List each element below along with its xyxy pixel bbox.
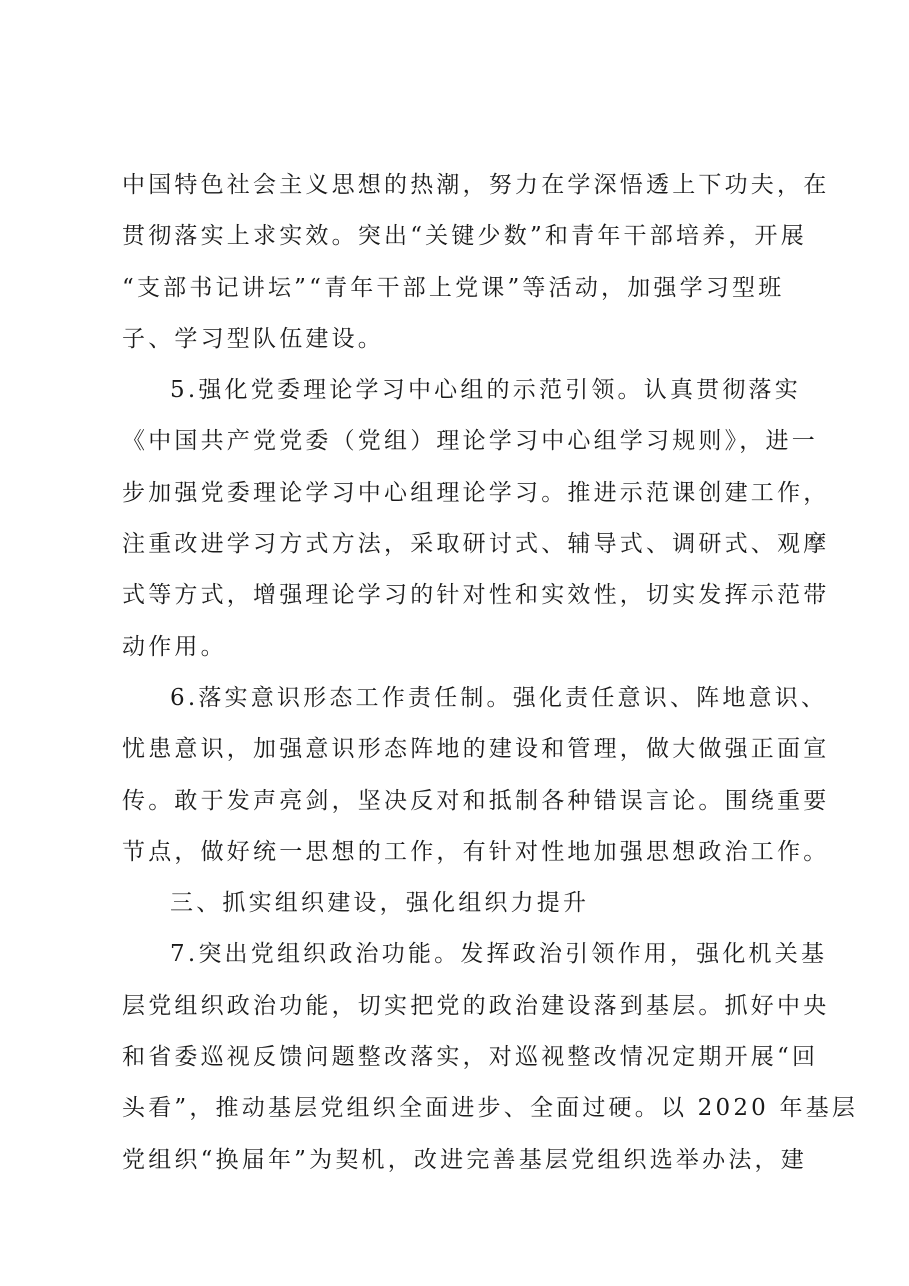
text-line-9: 式等方式，增强理论学习的针对性和实效性，切实发挥示范带 [122,582,830,609]
text-line-18: 和省委巡视反馈问题整改落实，对巡视整改情况定期开展“回 [122,1044,819,1071]
text-line-3: “支部书记讲坛”“青年干部上党课”等活动，加强学习型班 [122,274,785,301]
text-line-20: 党组织“换届年”为契机，改进完善基层党组织选举办法，建 [122,1146,807,1173]
section-heading: 三、抓实组织建设，强化组织力提升 [170,890,590,917]
text-line-7: 步加强党委理论学习中心组理论学习。推进示范课创建工作， [122,479,830,506]
text-line-16: 7.突出党组织政治功能。发挥政治引领作用，强化机关基 [170,941,828,968]
text-line-12: 忧患意识，加强意识形态阵地的建设和管理，做大做强正面宣 [122,736,830,763]
text-line-11: 6.落实意识形态工作责任制。强化责任意识、阵地意识、 [170,684,828,711]
text-line-2: 贯彻落实上求实效。突出“关键少数”和青年干部培养，开展 [122,223,807,250]
text-line-19: 头看”，推动基层党组织全面进步、全面过硬。以 2020 年基层 [122,1095,859,1122]
text-line-10: 动作用。 [122,633,227,660]
text-line-8: 注重改进学习方式方法，采取研讨式、辅导式、调研式、观摩 [122,531,830,558]
text-line-6: 《中国共产党党委（党组）理论学习中心组学习规则》，进一 [122,428,818,455]
text-line-14: 节点，做好统一思想的工作，有针对性地加强思想政治工作。 [122,838,830,865]
text-line-5: 5.强化党委理论学习中心组的示范引领。认真贯彻落实 [170,377,801,404]
text-line-1: 中国特色社会主义思想的热潮，努力在学深悟透上下功夫，在 [122,172,830,198]
text-line-13: 传。敢于发声亮剑，坚决反对和抵制各种错误言论。围绕重要 [122,787,830,814]
document-page [122,160,859,1186]
text-line-4: 子、学习型队伍建设。 [122,325,384,352]
text-line-17: 层党组织政治功能，切实把党的政治建设落到基层。抓好中央 [122,992,830,1019]
